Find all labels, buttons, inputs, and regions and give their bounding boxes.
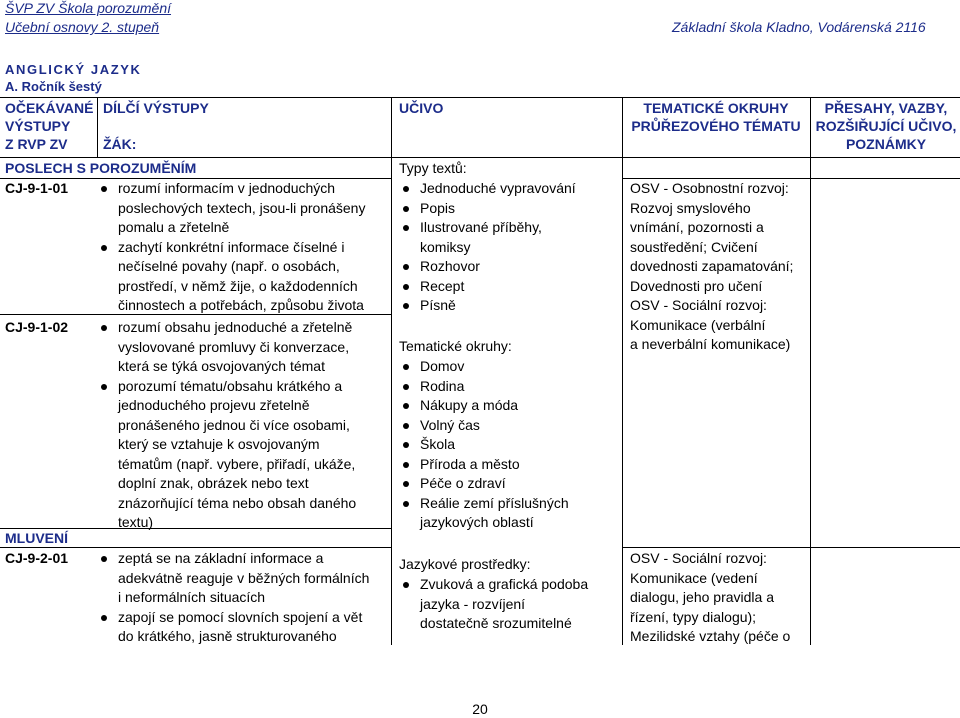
list-item-text: Volný čas <box>420 416 480 433</box>
bullet-icon <box>403 303 409 309</box>
section-listening: POSLECH S POROZUMĚNÍM <box>5 160 197 176</box>
bullet-icon <box>101 186 107 192</box>
bullet-icon <box>403 481 409 487</box>
column-divider <box>810 97 811 645</box>
bullet-icon <box>101 615 107 621</box>
list-item-text: znázorňující téma nebo obsah daného <box>118 494 357 511</box>
list-item-text: činnostech a potřebách, způsobu života <box>118 297 364 313</box>
document-subtitle: Učební osnovy 2. stupeň <box>5 19 160 35</box>
list-item-text: komiksy <box>420 238 471 255</box>
bullet-icon <box>403 403 409 409</box>
list-item <box>98 549 388 608</box>
list-item <box>400 277 620 297</box>
list-item-text: Domov <box>420 358 465 374</box>
subject-heading: ANGLICKÝ JAZYK <box>5 62 142 77</box>
header-cross-topics: TEMATICKÉ OKRUHY PRŮŘEZOVÉHO TÉMATU <box>631 100 801 134</box>
list-item-text: zachytí konkrétní informace číselné i <box>118 238 345 255</box>
cross-topic-block-a <box>630 179 810 355</box>
text-types-label: Typy textů: <box>399 160 467 176</box>
list-item-text: rozumí obsahu jednoduché a zřetelně <box>118 319 353 335</box>
output-code: CJ-9-1-01 <box>5 180 69 196</box>
list-item-text: nečíselné povahy (např. o osobách, <box>118 258 340 274</box>
page-number: 20 <box>472 701 488 717</box>
list-item-text: prostředí, v němž žije, o každodenních <box>118 277 358 294</box>
list-item <box>400 257 620 277</box>
text-line: a neverbální komunikace) <box>630 336 791 352</box>
row-divider-right <box>622 547 960 548</box>
bullet-icon <box>403 384 409 390</box>
bullet-icon <box>101 325 107 331</box>
list-item-text: i neformálních situacích <box>118 589 266 605</box>
header-partial-outputs: DÍLČÍ VÝSTUPY ŽÁK: <box>103 100 209 152</box>
section-speaking: MLUVENÍ <box>5 530 68 546</box>
document-title: ŠVP ZV Škola porozumění <box>5 0 172 16</box>
list-item-text: porozumí tématu/obsahu krátkého a <box>118 377 343 394</box>
header-curriculum: UČIVO <box>399 100 444 116</box>
output-code: CJ-9-2-01 <box>5 550 69 566</box>
list-item <box>98 377 388 533</box>
table-border-top <box>0 97 960 98</box>
list-item <box>400 474 620 494</box>
list-item <box>98 318 388 377</box>
list-item <box>400 296 620 316</box>
text-line: Mezilidské vztahy (péče o <box>630 628 791 644</box>
text-types-list <box>400 179 620 316</box>
list-item-text: jazyka - rozvíjení <box>420 595 526 612</box>
list-item-text: tématům (např. vybere, přiřadí, ukáže, <box>118 455 356 472</box>
list-item <box>400 179 620 199</box>
list-item-text: do krátkého, jasně strukturovaného <box>118 628 337 644</box>
list-item <box>400 357 620 377</box>
partial-outputs-list-a <box>98 179 388 316</box>
bullet-icon <box>101 384 107 390</box>
bullet-icon <box>403 186 409 192</box>
list-item-text: která se týká osvojovaných témat <box>118 358 325 374</box>
list-item <box>98 608 388 647</box>
list-item-text: jazykových oblastí <box>420 514 534 530</box>
column-divider <box>622 97 623 645</box>
list-item <box>400 396 620 416</box>
list-item <box>400 575 620 634</box>
list-item <box>400 494 620 533</box>
topics-label: Tematické okruhy: <box>399 338 512 354</box>
language-means-list <box>400 575 620 634</box>
text-line: Dovednosti pro učení <box>630 277 763 294</box>
list-item-text: vyslovované promluvy či konverzace, <box>118 338 350 355</box>
list-item-text: Recept <box>420 277 465 294</box>
subcolumn-divider <box>97 97 98 157</box>
partial-outputs-list-c <box>98 549 388 647</box>
list-item-text: Příroda a město <box>420 455 520 472</box>
list-item-text: doplní znak, obrázek nebo text <box>118 475 309 491</box>
text-line: dialogu, jeho pravidla a <box>630 589 774 605</box>
language-means-label: Jazykové prostředky: <box>399 556 531 572</box>
text-line: OSV - Sociální rozvoj: <box>630 297 767 313</box>
list-item-text: Popis <box>420 199 456 216</box>
list-item-text: textu) <box>118 514 154 530</box>
text-line: OSV - Osobnostní rozvoj: <box>630 180 789 196</box>
list-item-text: Jednoduché vypravování <box>420 180 576 196</box>
list-item-text: Škola <box>420 436 456 452</box>
list-item <box>98 179 388 238</box>
school-name: Základní škola Kladno, Vodárenská 2116 <box>672 19 926 35</box>
list-item <box>400 377 620 397</box>
list-item-text: Péče o zdraví <box>420 475 506 491</box>
text-line: řízení, typy dialogu); <box>630 608 757 625</box>
list-item <box>400 218 620 257</box>
list-item-text: jednoduchého projevu zřetelně <box>118 397 310 413</box>
bullet-icon <box>403 225 409 231</box>
list-item-text: zeptá se na základní informace a <box>118 550 324 566</box>
text-line: dovednosti zapamatování; <box>630 258 794 274</box>
header-expected-outputs: OČEKÁVANÉ VÝSTUPY Z RVP ZV <box>5 100 94 152</box>
text-line: Komunikace (verbální <box>630 316 766 333</box>
text-line: Komunikace (vedení <box>630 569 758 586</box>
text-line: OSV - Sociální rozvoj: <box>630 550 767 566</box>
text-line: vnímání, pozornosti a <box>630 219 764 235</box>
bullet-icon <box>403 206 409 212</box>
output-code: CJ-9-1-02 <box>5 319 69 335</box>
bullet-icon <box>403 423 409 429</box>
list-item-text: pomalu a zřetelně <box>118 219 230 235</box>
partial-outputs-list-b <box>98 318 388 533</box>
bullet-icon <box>403 462 409 468</box>
bullet-icon <box>403 364 409 370</box>
header-row-divider <box>0 157 960 158</box>
section-divider <box>0 547 391 548</box>
list-item-text: pronášeného jednou či více osobami, <box>118 416 350 433</box>
bullet-icon <box>403 442 409 448</box>
list-item-text: Reálie zemí příslušných <box>420 494 569 511</box>
list-item-text: Rodina <box>420 377 465 394</box>
grade-heading: A. Ročník šestý <box>5 79 102 94</box>
list-item-text: Ilustrované příběhy, <box>420 219 542 235</box>
bullet-icon <box>101 556 107 562</box>
cross-topic-block-b <box>630 549 810 647</box>
list-item-text: dostatečně srozumitelné <box>420 615 572 631</box>
list-item <box>98 238 388 316</box>
column-divider <box>391 97 392 645</box>
bullet-icon <box>403 284 409 290</box>
list-item-text: Nákupy a móda <box>420 397 519 413</box>
bullet-icon <box>403 501 409 507</box>
bullet-icon <box>403 582 409 588</box>
list-item-text: poslechových textech, jsou-li pronášeny <box>118 199 366 216</box>
list-item <box>400 416 620 436</box>
bullet-icon <box>403 264 409 270</box>
list-item-text: zapojí se pomocí slovních spojení a vět <box>118 608 363 625</box>
list-item <box>400 199 620 219</box>
list-item-text: adekvátně reaguje v běžných formálních <box>118 569 370 586</box>
list-item-text: Písně <box>420 297 456 313</box>
list-item <box>400 435 620 455</box>
list-item-text: který se vztahuje k osvojovaným <box>118 436 320 452</box>
list-item-text: Rozhovor <box>420 258 480 274</box>
text-line: soustředění; Cvičení <box>630 238 758 255</box>
list-item-text: Zvuková a grafická podoba <box>420 576 589 592</box>
text-line: Rozvoj smyslového <box>630 199 751 216</box>
bullet-icon <box>101 245 107 251</box>
topics-list <box>400 357 620 533</box>
list-item <box>400 455 620 475</box>
list-item-text: rozumí informacím v jednoduchých <box>118 180 336 196</box>
header-links: PŘESAHY, VAZBY, ROZŠIŘUJÍCÍ UČIVO, POZNÁMKY <box>815 100 957 152</box>
